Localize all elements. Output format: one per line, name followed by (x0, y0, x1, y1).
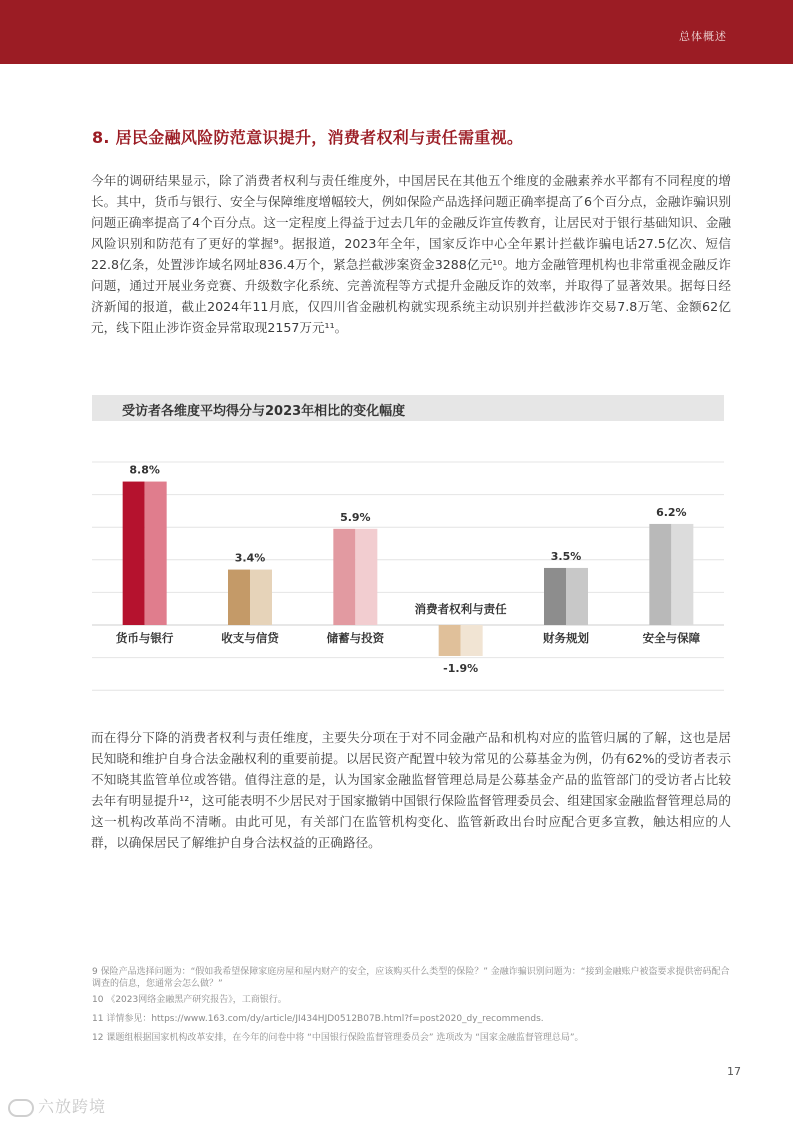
category-label: 消费者权利与责任 (414, 602, 507, 616)
footnotes (92, 966, 732, 1051)
category-label: 财务规划 (543, 631, 589, 645)
watermark-logo-icon (8, 1099, 34, 1117)
bar-消费者权利与责任-light (461, 625, 483, 656)
data-label: 3.5% (550, 549, 582, 563)
paragraph-2-text: 而在得分下降的消费者权利与责任维度，主要失分项在于对不同金融产品和机构对应的监管归属的了解，这也是居民知晓和维护自身合法金融权利的重要前提。以居民资产配置中较为常见的公募基金为例，仍有62%的受访者表示不知晓其监管单位或答错。值得注意的是，认为国家金融监督管理总局是公募基金产品的监管部门的受访者占比较去年有明显提升¹²，这可能表明不少居民对于国家撤销中国银行保险监督管理委员会、组建国家金融监督管理总局的这一机构改革尚不清晰。由此可见，有关部门在监管机构变化、监管新政出台时应配合更多宣教，触达相应的人群，以确保居民了解维护自身合法权益的正确路径。 (91, 730, 731, 850)
category-label: 安全与保障 (642, 631, 701, 645)
watermark-text: 六放跨境 (38, 1097, 107, 1116)
bar-chart (92, 440, 724, 690)
bar-安全与保障-light (671, 524, 693, 625)
data-label: -1.9% (443, 661, 479, 675)
bar-储蓄与投资-dark (333, 529, 355, 625)
bar-消费者权利与责任-dark (439, 625, 461, 656)
bar-收支与信贷-light (250, 570, 272, 625)
data-label: 6.2% (656, 505, 687, 519)
bar-储蓄与投资-light (355, 529, 377, 625)
bar-财务规划-dark (544, 568, 566, 625)
data-label: 8.8% (129, 463, 160, 477)
footnote-11: 11 详情参见：https://www.163.com/dy/article/JI434HJD0512B07B.html?f=post2020_dy_recommends. (92, 1014, 544, 1024)
watermark (8, 1094, 106, 1117)
data-label: 3.4% (234, 551, 266, 565)
bar-安全与保障-dark (649, 524, 671, 625)
chart-title-bar (92, 395, 724, 421)
category-label: 储蓄与投资 (326, 631, 385, 645)
paragraph-2 (91, 727, 731, 853)
footnote-9: 9 保险产品选择问题为：“假如我希望保障家庭房屋和屋内财产的安全，应该购买什么类型的保险？” 金融诈骗识别问题为：“接到金融账户被盗要求提供密码配合调查的信息，您通常会怎么做？” (92, 967, 730, 989)
category-label: 收支与信贷 (221, 631, 279, 645)
footnote-10: 10 《2023网络金融黑产研究报告》，工商银行。 (92, 995, 287, 1005)
bar-货币与银行-dark (123, 482, 145, 625)
bar-收支与信贷-dark (228, 570, 250, 625)
page-number: 17 (727, 1065, 741, 1078)
category-label: 货币与银行 (115, 631, 174, 645)
header-section-label: 总体概述 (679, 30, 727, 43)
bar-财务规划-light (566, 568, 588, 625)
section-title: 8. 居民金融风险防范意识提升，消费者权利与责任需重视。 (92, 128, 524, 147)
chart-title: 受访者各维度平均得分与2023年相比的变化幅度 (122, 404, 406, 419)
paragraph-1 (91, 170, 731, 338)
header-band (0, 0, 793, 64)
paragraph-1-text: 今年的调研结果显示，除了消费者权利与责任维度外，中国居民在其他五个维度的金融素养水平都有不同程度的增长。其中，货币与银行、安全与保障维度增幅较大，例如保险产品选择问题正确率提高了6个百分点，金融诈骗识别问题正确率提高了4个百分点。这一定程度上得益于过去几年的金融反诈宣传教育，让居民对于银行基础知识、金融风险识别和防范有了更好的掌握⁹。据报道，2023年全年，国家反诈中心全年累计拦截诈骗电话27.5亿次、短信22.8亿条，处置涉诈域名网址836.4万个，紧急拦截涉案资金3288亿元¹⁰。地方金融管理机构也非常重视金融反诈问题，通过开展业务竞赛、升级数字化系统、完善流程等方式提升金融反诈的效率，并取得了显著效果。据每日经济新闻的报道，截止2024年11月底，仅四川省金融机构就实现系统主动识别并拦截涉诈交易7.8万笔、金额62亿元，线下阻止涉诈资金异常取现2157万元¹¹。 (91, 173, 731, 335)
data-label: 5.9% (340, 510, 371, 524)
bar-货币与银行-light (145, 482, 167, 625)
footnote-12: 12 课题组根据国家机构改革安排，在今年的问卷中将 “中国银行保险监督管理委员会” 选项改为 “国家金融监督管理总局”。 (92, 1033, 584, 1043)
